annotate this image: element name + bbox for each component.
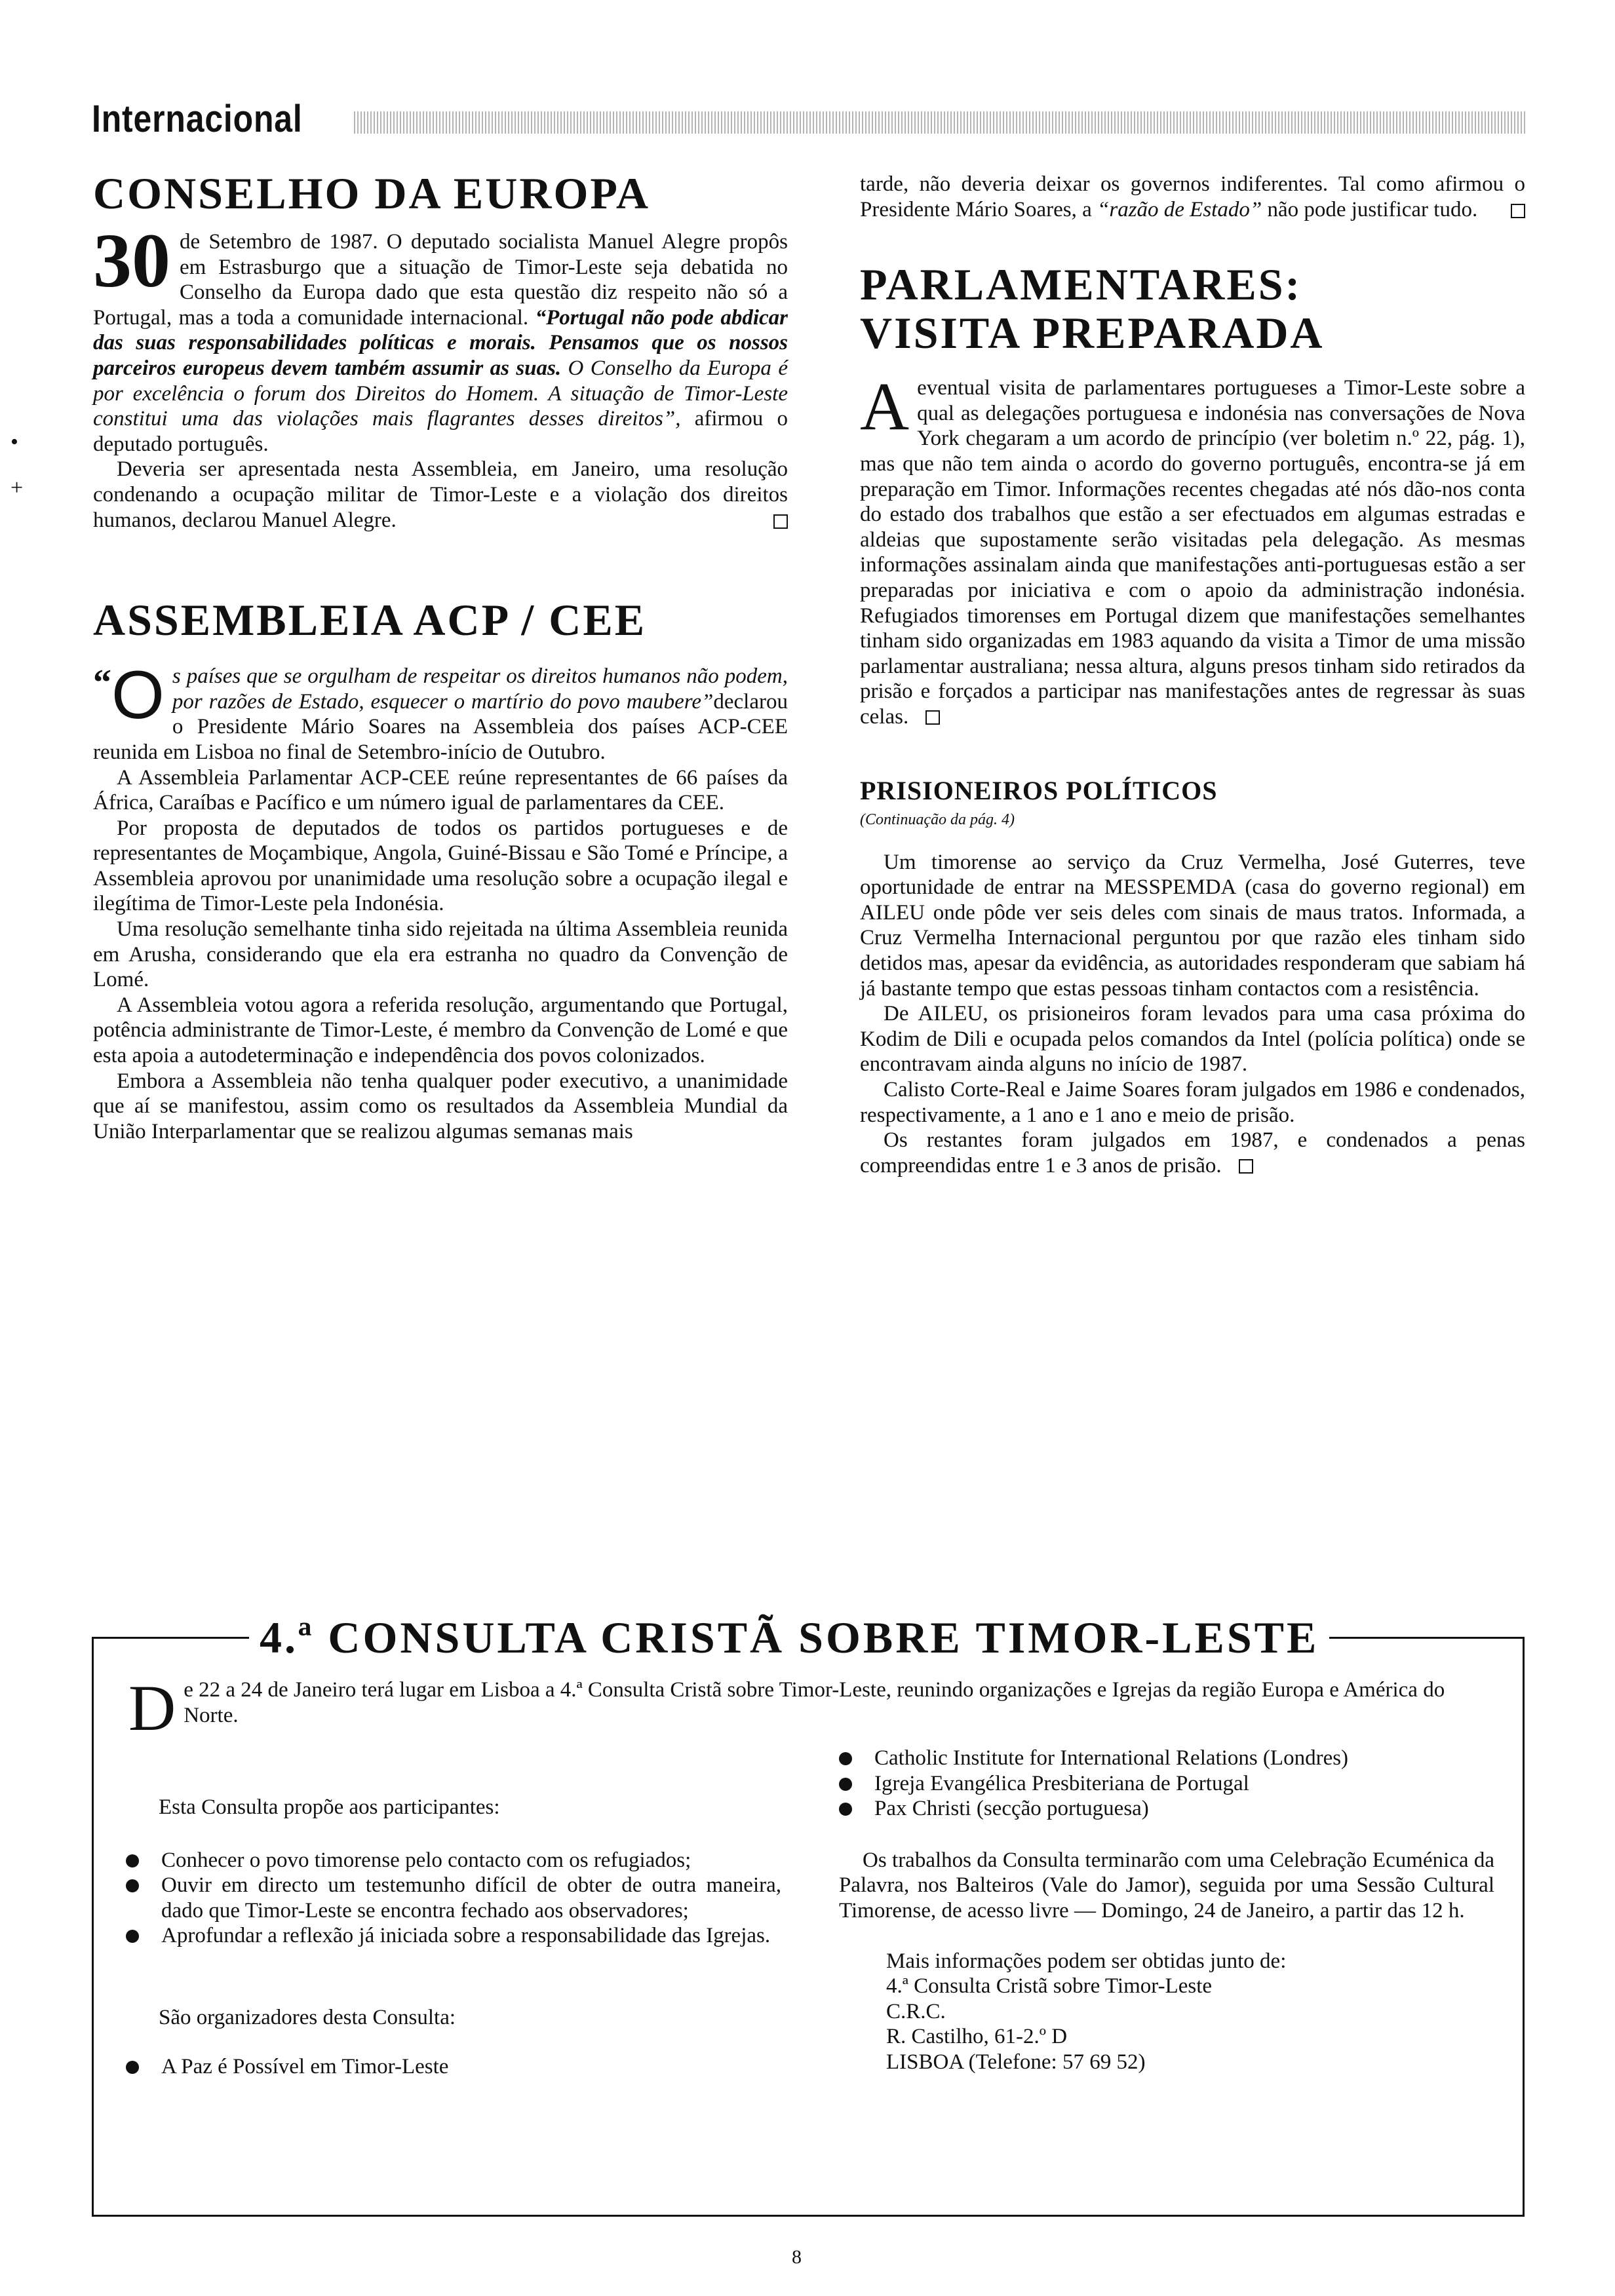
conselho-title: CONSELHO DA EUROPA <box>93 168 650 218</box>
bullet-icon <box>126 1879 139 1892</box>
header-rule <box>354 111 1527 134</box>
end-square-icon <box>925 710 940 725</box>
page-number: 8 <box>792 2246 802 2268</box>
prisioneiros-paragraph-4: Os restantes foram julgados em 1987, e condenados a penas compreendidas entre 1 e 3 anos de prisão. <box>860 1128 1525 1177</box>
acp-paragraph-2: A Assembleia Parlamentar ACP-CEE reúne representantes de 66 países da África, Caraíbas e Pacífico e um número igual de parlamentares da CEE. <box>93 765 788 815</box>
organizer-item: A Paz é Possível em Timor-Leste <box>126 2054 781 2080</box>
bullet-icon <box>126 1854 139 1867</box>
aim-item: Aprofundar a reflexão já iniciada sobre a responsabilidade das Igrejas. <box>126 1923 781 1949</box>
conselho-paragraph-2: Deveria ser apresentada nesta Assembleia, em Janeiro, uma resolução condenando a ocupação militar de Timor-Leste e a violação dos direitos humanos, declarou Manuel Alegre. <box>93 457 788 532</box>
acp-dropcap: O <box>111 657 165 734</box>
consulta-title: 4.ª CONSULTA CRISTÃ SOBRE TIMOR-LESTE <box>260 1613 1319 1662</box>
contact-line: R. Castilho, 61-2.º D <box>886 2025 1068 2049</box>
prisioneiros-paragraph-1: Um timorense ao serviço da Cruz Vermelha, José Guterres, teve oportunidade de entrar na MESSPEMDA (casa do governo regional) em AILEU onde pôde ver seis deles com sinais de maus tratos. Informada, a Cruz Vermelha Internacional perguntou por que razão eles tinham sido detidos mas, apesar da evidência, as autoridades responderam que sabiam há já bastante tempo que estas pessoas tinham contactos com a resistência. <box>860 850 1525 1001</box>
prisioneiros-paragraph-2: De AILEU, os prisioneiros foram levados para uma casa próxima do Kodim de Dili e ocupada pelos comandos da Intel (polícia política) onde se encontravam ainda alguns no início de 1987. <box>860 1002 1525 1077</box>
aim-item: Conhecer o povo timorense pelo contacto com os refugiados; <box>126 1848 781 1873</box>
aim-item: Ouvir em directo um testemunho difícil de obter de outra maneira, dado que Timor-Leste se encontra fechado aos observadores; <box>126 1873 781 1923</box>
contact-line: LISBOA (Telefone: 57 69 52) <box>886 2050 1146 2074</box>
acp-paragraph-5: A Assembleia votou agora a referida resolução, argumentando que Portugal, potência administrante de Timor-Leste, é membro da Convenção de Lomé e que esta apoia a autodeterminação e independência dos povos colonizados. <box>93 993 788 1068</box>
conselho-quote-rest: O Conselho da Europa é por excelência o forum dos Direitos do Homem. A situação de Timor-Leste constitui uma das violações mais flagrantes desses direitos”, <box>93 356 788 431</box>
consulta-intro: De 22 a 24 de Janeiro terá lugar em Lisboa a 4.ª Consulta Cristã sobre Timor-Leste, reunindo organizações e Igrejas da região Europa e América do Norte. <box>128 1672 1445 1744</box>
prisioneiros-paragraph-3: Calisto Corte-Real e Jaime Soares foram julgados em 1986 e condenados, respectivamente, a 1 ano e 1 ano e meio de prisão. <box>860 1078 1525 1127</box>
contact-block <box>839 1949 1494 2075</box>
acp-title: ASSEMBLEIA ACP / CEE <box>93 595 647 645</box>
consulta-left-column <box>126 1773 781 2079</box>
acp-open-quote: “ <box>93 662 111 704</box>
right-column <box>860 172 1525 1178</box>
bullet-icon <box>839 1803 852 1816</box>
acp-paragraph-4: Uma resolução semelhante tinha sido rejeitada na última Assembleia reunida em Arusha, considerando que ela era estranha no quadro da Convenção de Lomé. <box>93 917 788 992</box>
organizer-item: Catholic Institute for International Relations (Londres) <box>839 1746 1494 1771</box>
bullet-icon <box>126 1930 139 1943</box>
end-square-icon <box>1511 204 1525 218</box>
conselho-quote-bold: “Portugal não pode abdicar das suas responsabilidades políticas e morais. Pensamos que os nossos parceiros europeus devem também assumir as suas. <box>93 305 788 380</box>
parlamentares-dropcap: A <box>860 369 910 445</box>
acp-paragraph-1: “ O s países que se orgulham de respeitar os direitos humanos não podem, por razões de Estado, esquecer o martírio do povo maubere”declarou o Presidente Mário Soares na Assembleia dos países ACP-CEE reunida em Lisboa no final de Setembro-início de Outubro. <box>93 657 788 764</box>
acp-paragraph-6-continued: tarde, não deveria deixar os governos indiferentes. Tal como afirmou o Presidente Mário Soares, a “razão de Estado” não pode justificar tudo. <box>860 172 1525 221</box>
bullet-icon <box>839 1778 852 1791</box>
end-square-icon <box>1239 1159 1253 1174</box>
prisioneiros-title: PRISIONEIROS POLÍTICOS <box>860 775 1218 805</box>
section-label: Internacional <box>92 98 303 140</box>
end-square-icon <box>773 514 788 529</box>
left-column <box>93 169 788 1144</box>
organizer-item: Igreja Evangélica Presbiteriana de Portugal <box>839 1771 1494 1797</box>
consulta-closing: Os trabalhos da Consulta terminarão com uma Celebração Ecuménica da Palavra, nos Balteiros (Vale do Jamor), seguida por uma Sessão Cultural Timorense, de acesso livre — Domingo, 24 de Janeiro, a partir das 12 h. <box>839 1848 1494 1923</box>
acp-paragraph-6: Embora a Assembleia não tenha qualquer poder executivo, a unanimidade que aí se manifestou, assim como os resultados da Assembleia Mundial da União Interparlamentar que se realizou algumas semanas mais <box>93 1069 788 1143</box>
consulta-right-column <box>839 1746 1494 2075</box>
organizer-item: Pax Christi (secção portuguesa) <box>839 1796 1494 1822</box>
conselho-dropcap: 30 <box>93 218 170 303</box>
parlamentares-title-line-1: PARLAMENTARES: <box>860 259 1302 310</box>
bullet-icon <box>839 1752 852 1765</box>
margin-marks: • + <box>10 430 24 500</box>
conselho-paragraph-1: 30 de Setembro de 1987. O deputado socialista Manuel Alegre propôs em Estrasburgo que a situação de Timor-Leste seja debatida no Conselho da Europa dado que esta questão diz respeito não só a Portugal, mas a toda a comunidade internacional. “Portugal não pode abdicar das suas responsabilidades políticas e morais. Pensamos que os nossos parceiros europeus devem também assumir as suas. O Conselho da Europa é por excelência o forum dos Direitos do Homem. A situação de Timor-Leste constitui uma das violações mais flagrantes desses direitos”, afirmou o deputado português. <box>93 218 788 456</box>
organizers-label: São organizadores desta Consulta: <box>159 2005 456 2029</box>
parlamentares-paragraph: A eventual visita de parlamentares portugueses a Timor-Leste sobre a qual as delegações portuguesa e indonésia nas conversações de Nova York chegaram a um acordo de princípio (ver boletim n.º 22, pág. 1), mas que não tem ainda o acordo do governo português, encontra-se já em preparação em Timor. Informações recentes chegadas até nós dão-nos conta do estado dos trabalhos que estão a ser efectuados em algumas estradas e aldeias que supostamente serão visitadas pela delegação. As mesmas informações assinalam ainda que manifestações anti-portuguesas estão a ser preparadas por iniciativa e com o apoio da administração indonésia. Refugiados timorenses em Portugal dizem que manifestações semelhantes tinham sido organizadas em 1983 aquando da visita a Timor de uma missão parlamentar australiana; nessa altura, alguns presos tinham sido retirados da prisão e forçados a participar nas manifestações antes de regressar às suas celas. <box>860 369 1525 729</box>
acp-quote: s países que se orgulham de respeitar os direitos humanos não podem, por razões de Estado, esquecer o martírio do povo maubere” <box>172 664 788 714</box>
consulta-proposes: Esta Consulta propõe aos participantes: <box>159 1795 500 1819</box>
continuation-note: (Continuação da pág. 4) <box>860 811 1015 829</box>
bullet-icon <box>126 2061 139 2074</box>
contact-line: 4.ª Consulta Cristã sobre Timor-Leste <box>886 1974 1213 1999</box>
contact-line: C.R.C. <box>886 1999 946 2023</box>
consulta-dropcap: D <box>128 1672 176 1744</box>
parlamentares-title-line-2: VISITA PREPARADA <box>860 308 1325 358</box>
acp-paragraph-3: Por proposta de deputados de todos os partidos portugueses e de representantes de Moçambique, Angola, Guiné-Bissau e São Tomé e Príncipe, a Assembleia aprovou por unanimidade uma resolução sobre a ocupação ilegal e ilegítima de Timor-Leste pela Indonésia. <box>93 816 788 916</box>
contact-line: Mais informações podem ser obtidas junto de: <box>886 1949 1287 1973</box>
